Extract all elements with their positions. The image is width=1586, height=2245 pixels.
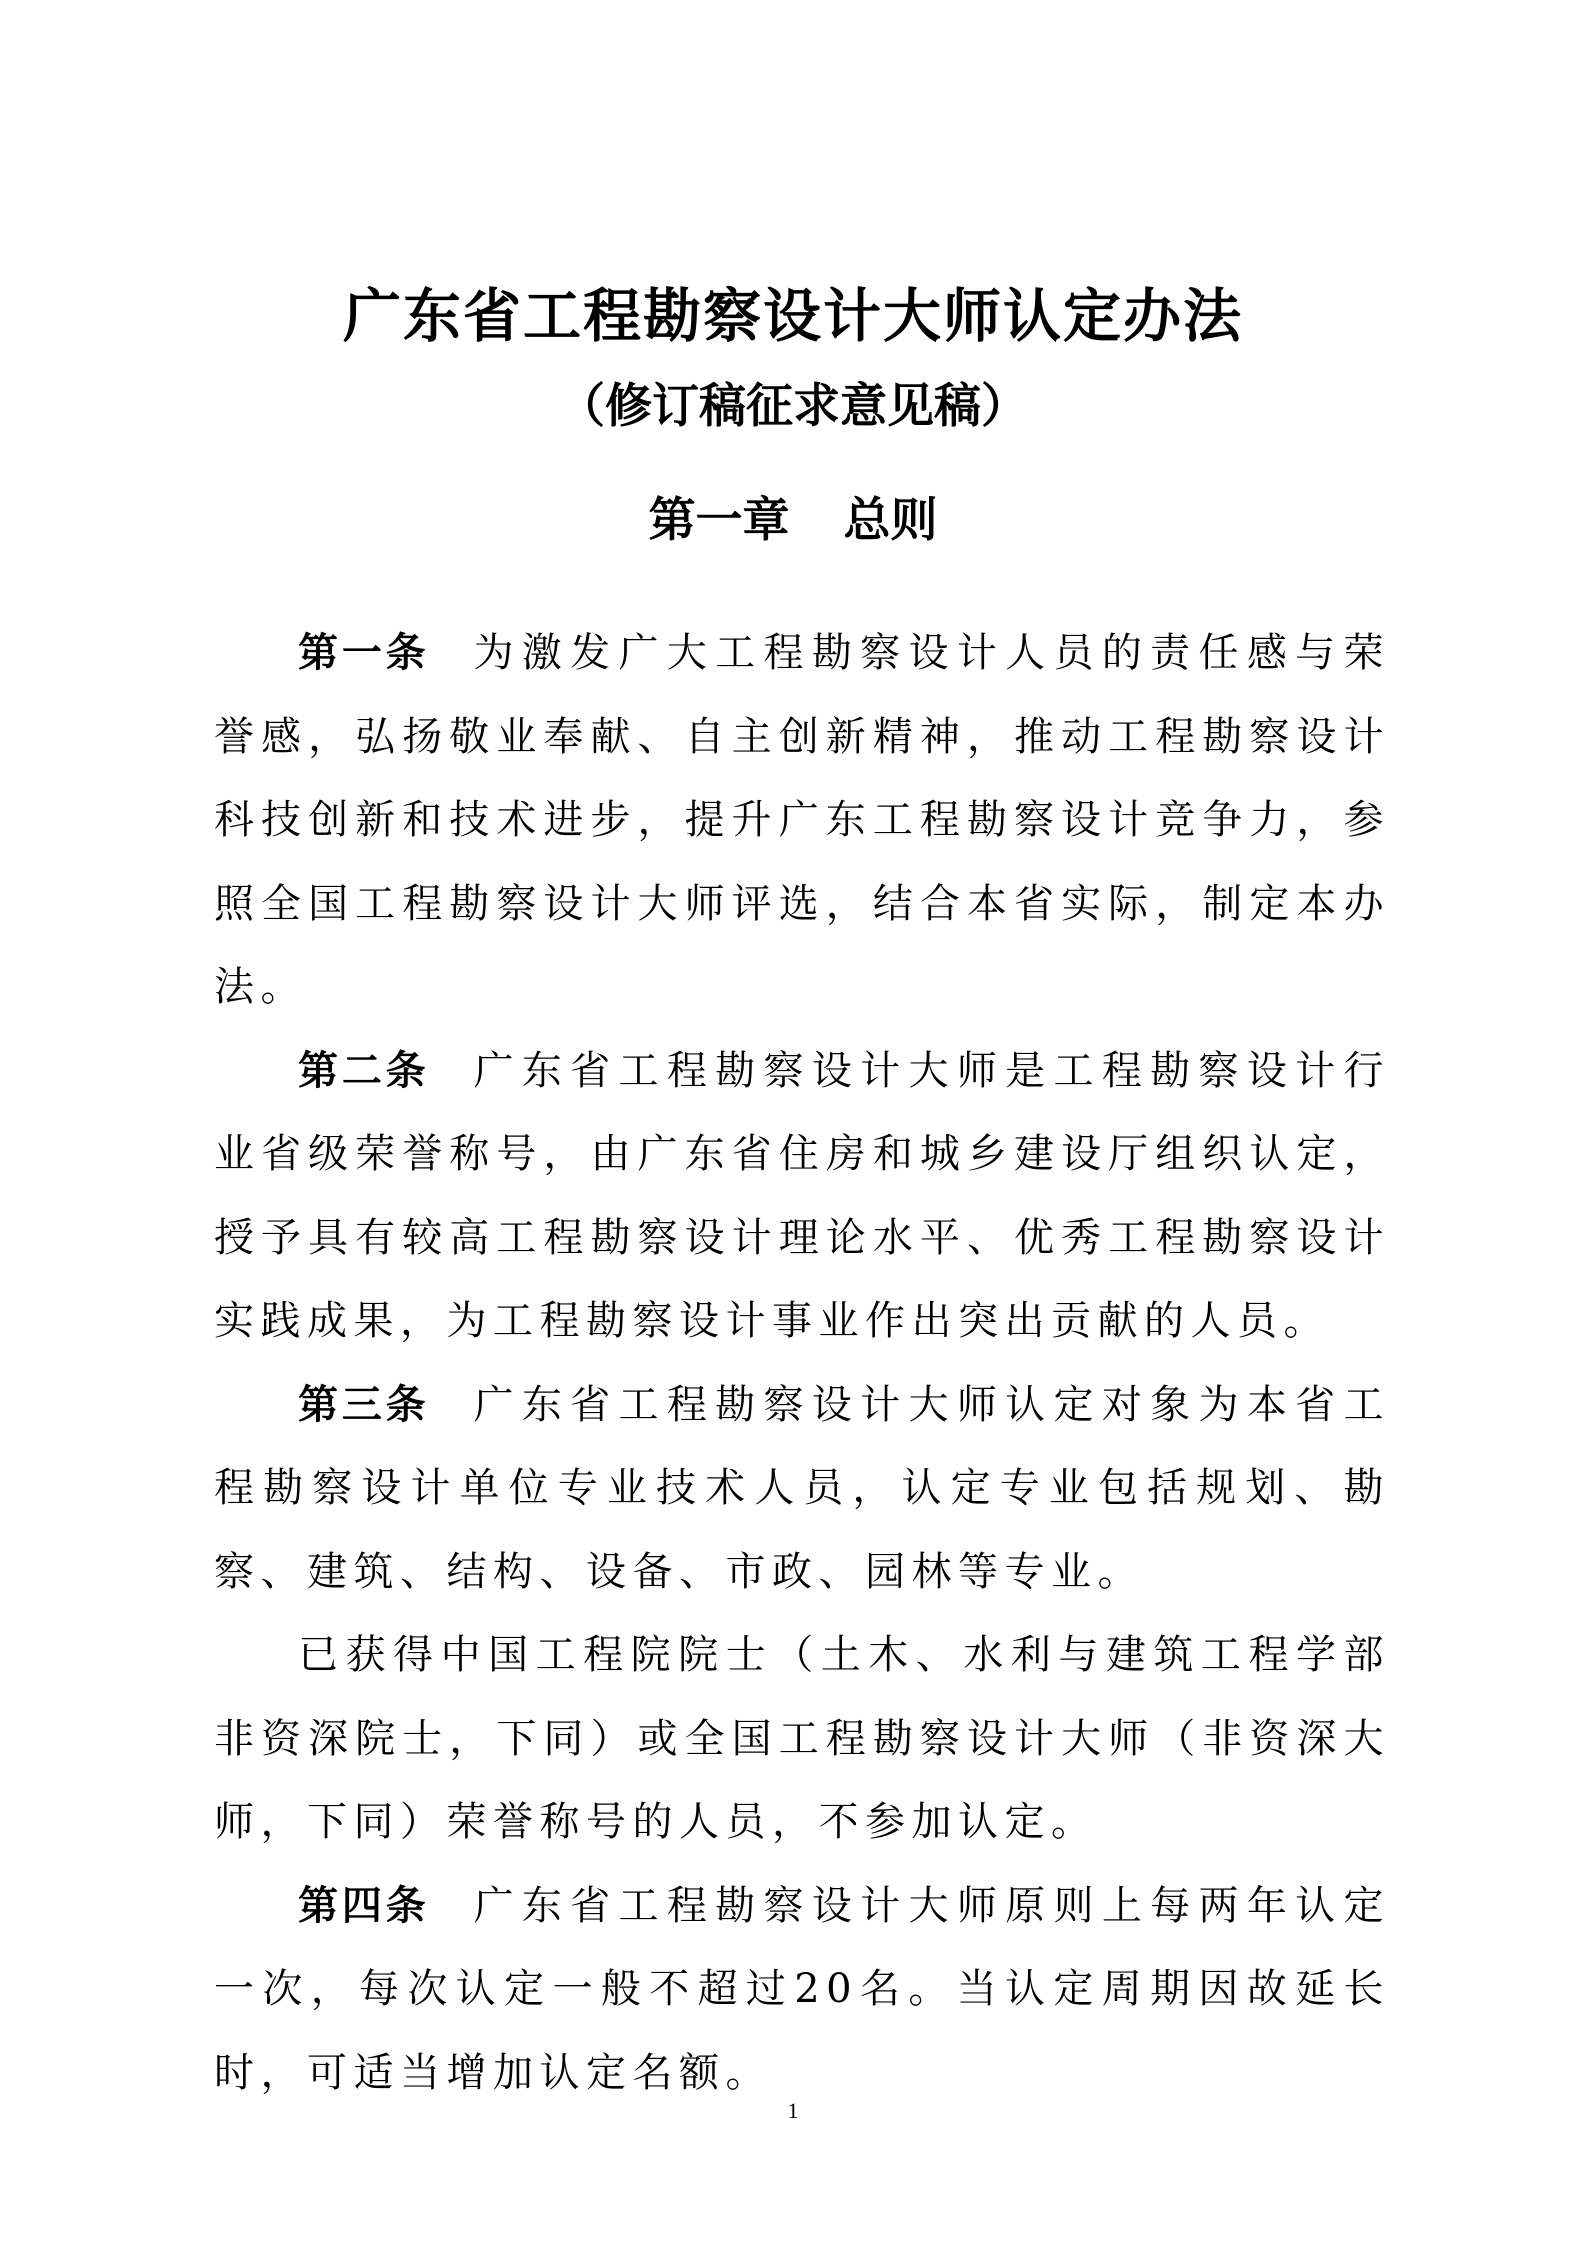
chapter-name: 总则 xyxy=(843,493,938,548)
article-text: 广东省工程勘察设计大师是工程勘察设计行业省级荣誉称号，由广东省住房和城乡建设厅组织认定，授予具有较高工程勘察设计理论水平、优秀工程勘察设计实践成果，为工程勘察设计事业作出突出贡献的人员。 xyxy=(214,1047,1390,1344)
article-label: 第一条 xyxy=(298,630,430,676)
article-paragraph xyxy=(214,1030,1390,1364)
article-text: 为激发广大工程勘察设计人员的责任感与荣誉感，弘扬敬业奉献、自主创新精神，推动工程勘察设计科技创新和技术进步，提升广东工程勘察设计竞争力，参照全国工程勘察设计大师评选，结合本省实际，制定本办法。 xyxy=(214,630,1390,1010)
article-text: 已获得中国工程院院士（土木、水利与建筑工程学部非资深院士，下同）或全国工程勘察设计大师（非资深大师，下同）荣誉称号的人员，不参加认定。 xyxy=(214,1632,1390,1845)
document-body xyxy=(214,612,1390,2115)
article-label: 第四条 xyxy=(298,1882,430,1929)
article-label: 第三条 xyxy=(298,1381,430,1428)
page-number: 1 xyxy=(787,2098,799,2123)
chapter-heading xyxy=(0,490,1586,552)
document-title: 广东省工程勘察设计大师认定办法 xyxy=(342,282,1243,350)
document-subtitle: （修订稿征求意见稿） xyxy=(558,379,1028,434)
article-paragraph xyxy=(214,1614,1390,1865)
article-paragraph xyxy=(214,1865,1390,2116)
chapter-number: 第一章 xyxy=(648,493,790,548)
article-text: 广东省工程勘察设计大师原则上每两年认定一次，每次认定一般不超过20名。当认定周期因故延长时，可适当增加认定名额。 xyxy=(214,1882,1390,2096)
article-text: 广东省工程勘察设计大师认定对象为本省工程勘察设计单位专业技术人员，认定专业包括规划、勘察、建筑、结构、设备、市政、园林等专业。 xyxy=(214,1381,1390,1595)
article-label: 第二条 xyxy=(298,1047,430,1094)
article-paragraph xyxy=(214,612,1390,1030)
article-paragraph xyxy=(214,1364,1390,1615)
